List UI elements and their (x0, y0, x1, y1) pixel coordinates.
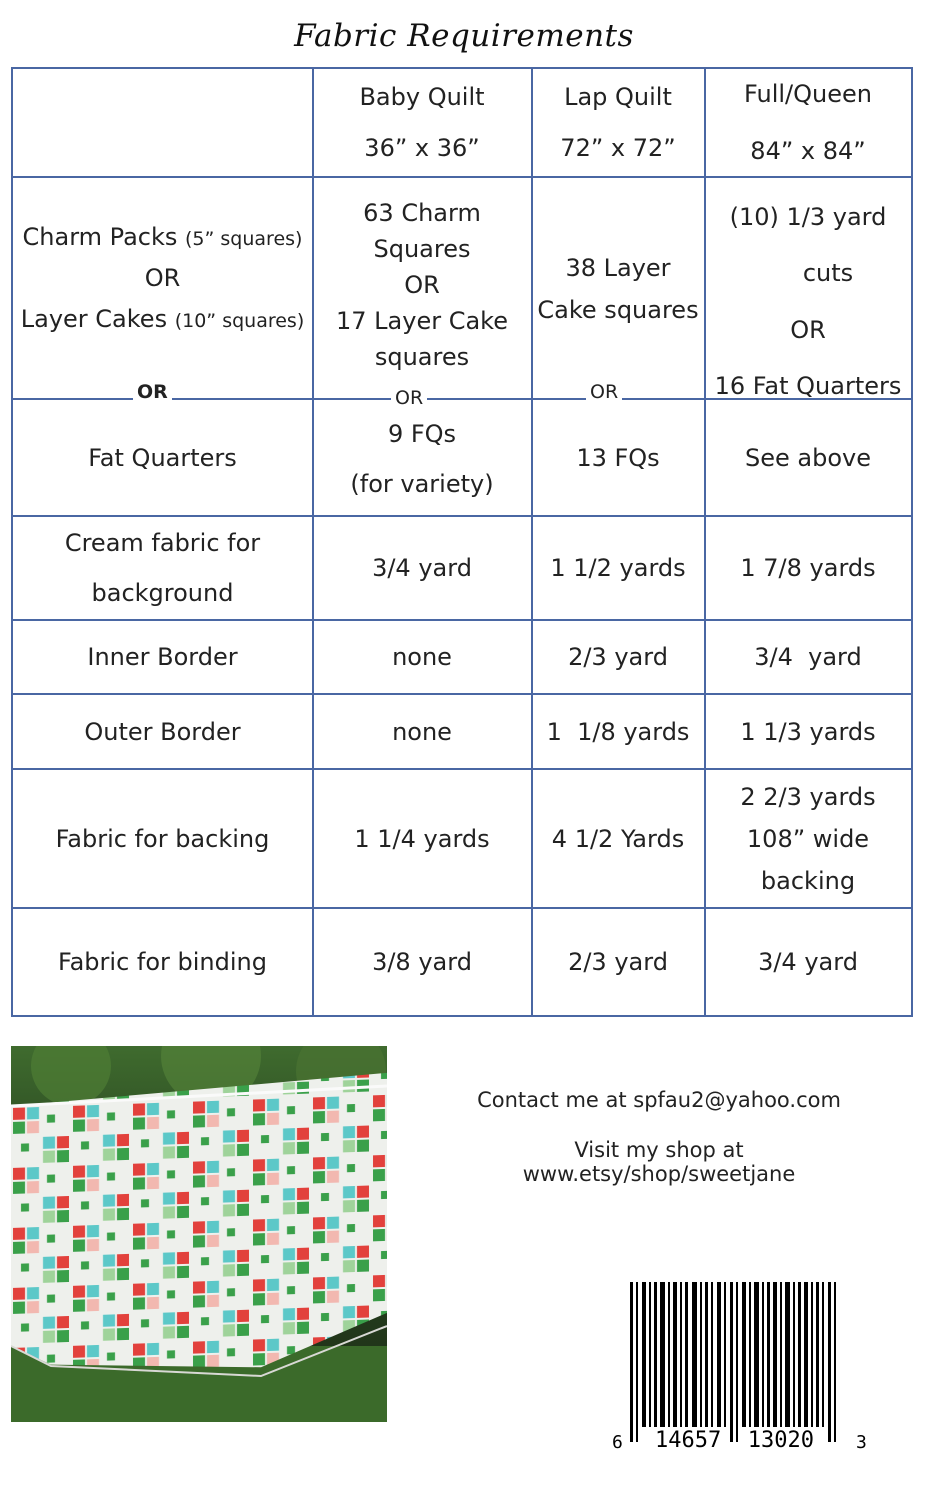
or-baby: OR (391, 387, 427, 409)
charm-lap-line: 38 Layer (565, 254, 671, 282)
charm-full-line: OR (790, 315, 826, 344)
header-full (705, 69, 911, 176)
inner-lap: 2/3 yard (568, 643, 668, 671)
barcode-left-digit: 6 (612, 1432, 623, 1452)
charm-baby (313, 195, 531, 380)
backing-full (705, 770, 911, 907)
header-lap (532, 69, 704, 176)
charm-lap-line: Cake squares (537, 296, 699, 324)
fq-baby (313, 409, 531, 513)
header-lap-size: 72” x 72” (560, 133, 676, 162)
backing-lap: 4 1/2 Yards (551, 824, 685, 853)
fq-lap: 13 FQs (576, 443, 660, 472)
inner-label: Inner Border (87, 643, 238, 671)
fq-label: Fat Quarters (88, 443, 237, 472)
header-baby-name: Baby Quilt (359, 83, 485, 112)
charm-baby-line: OR (404, 271, 440, 299)
contact-email: Contact me at spfau2@yahoo.com (477, 1088, 841, 1112)
shop-link: Visit my shop at www.etsy/shop/sweetjane (522, 1138, 796, 1186)
barcode-bars (600, 1282, 870, 1452)
header-baby-size: 36” x 36” (364, 133, 480, 162)
layer-size-text: (10” squares) (174, 309, 305, 332)
barcode (600, 1282, 870, 1452)
quilt-photo-illustration (11, 1046, 387, 1422)
charm-baby-line: Squares (373, 235, 471, 263)
cream-lap: 1 1/2 yards (550, 554, 686, 582)
charm-full-line: (10) 1/3 yard (729, 203, 887, 231)
inner-full: 3/4 yard (754, 643, 862, 671)
charm-or-text: OR (144, 263, 181, 292)
outer-baby: none (392, 717, 452, 746)
charm-full-line: cuts (802, 259, 854, 288)
layer-cakes-text: Layer Cakes (20, 304, 168, 333)
header-full-size: 84” x 84” (750, 136, 866, 165)
backing-full-line: 108” wide (746, 824, 870, 853)
cream-label (13, 517, 312, 619)
binding-lap: 2/3 yard (568, 948, 668, 976)
backing-full-line: 2 2/3 yards (740, 782, 876, 811)
inner-baby: none (392, 643, 452, 671)
barcode-number: 14657 13020 (655, 1428, 814, 1452)
or-label: OR (133, 381, 172, 403)
charm-baby-line: 17 Layer Cake (336, 307, 508, 335)
fq-baby-line: 9 FQs (387, 420, 457, 448)
quilt-photo (11, 1046, 387, 1422)
page-title: Fabric Requirements (294, 18, 634, 54)
fq-baby-line: (for variety) (350, 470, 494, 499)
cream-baby: 3/4 yard (372, 554, 472, 582)
charm-baby-line: 63 Charm (363, 199, 481, 227)
fq-full: See above (745, 443, 871, 472)
charm-size-text: (5” squares) (185, 228, 303, 250)
outer-lap: 1 1/8 yards (546, 717, 690, 746)
backing-label: Fabric for backing (55, 824, 270, 853)
charm-label-line1 (13, 217, 312, 258)
grid-line (911, 67, 913, 1017)
cream-label-line: Cream fabric for (64, 528, 261, 557)
header-full-name: Full/Queen (744, 80, 872, 109)
charm-baby-line: squares (374, 343, 470, 371)
backing-baby: 1 1/4 yards (354, 824, 490, 853)
cream-label-line: background (91, 579, 234, 607)
charm-packs-text: Charm Packs (22, 223, 178, 251)
charm-full-line: 16 Fat Quarters (714, 372, 902, 401)
or-lap: OR (586, 381, 622, 403)
outer-label: Outer Border (84, 717, 241, 746)
charm-label-line3 (13, 299, 312, 340)
backing-full-line: backing (760, 866, 856, 895)
binding-full: 3/4 yard (758, 948, 858, 976)
charm-lap (532, 247, 704, 337)
fabric-requirements-table (11, 67, 913, 1017)
cream-full: 1 7/8 yards (740, 554, 876, 582)
binding-label: Fabric for binding (58, 948, 267, 976)
grid-line (11, 1015, 913, 1017)
binding-baby: 3/8 yard (372, 948, 472, 976)
header-baby (313, 69, 531, 176)
charm-full (705, 189, 911, 401)
charm-label (13, 217, 312, 337)
header-lap-name: Lap Quilt (564, 83, 672, 112)
barcode-right-digit: 3 (856, 1432, 867, 1452)
outer-full: 1 1/3 yards (740, 717, 876, 746)
